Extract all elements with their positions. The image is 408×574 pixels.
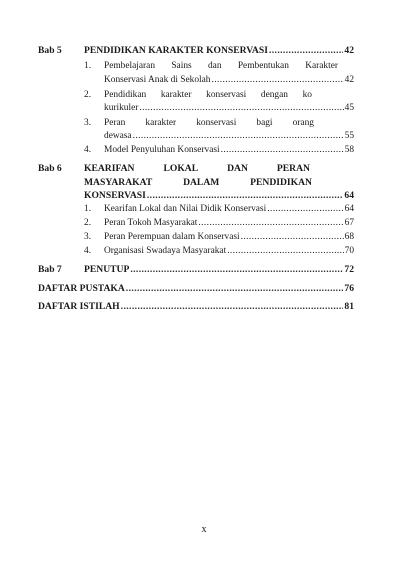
toc-entry[interactable]: [104, 203, 354, 215]
leader-dots: [269, 45, 343, 57]
toc-entry[interactable]: [104, 130, 354, 142]
chapter-title: KONSERVASI: [84, 190, 146, 201]
leader-dots: [139, 102, 343, 114]
word: PENDIDIKAN: [250, 177, 312, 188]
toc-entry[interactable]: [104, 74, 354, 86]
entry-title: Model Penyuluhan Konservasi: [104, 145, 220, 155]
leader-dots: [221, 144, 344, 156]
toc-entry[interactable]: [104, 144, 354, 156]
word: orang: [292, 118, 314, 128]
entry-title: Peran Perempuan dalam Konservasi: [104, 232, 240, 242]
word: dengan: [260, 90, 288, 100]
leader-dots: [198, 217, 343, 229]
page-ref: 67: [344, 218, 354, 228]
toc-entry-line1[interactable]: [104, 89, 312, 101]
item-number: 2.: [84, 90, 92, 100]
item-number: 3.: [84, 232, 92, 242]
toc-entry[interactable]: [104, 245, 354, 257]
page-ref: 72: [344, 264, 354, 275]
word: Karakter: [305, 61, 338, 71]
page-ref: 76: [344, 283, 354, 294]
leader-dots: [133, 130, 344, 142]
leader-dots: [212, 74, 344, 86]
item-number: 1.: [84, 204, 92, 214]
leader-dots: [121, 301, 344, 313]
toc-entry-daftar-pustaka[interactable]: [38, 283, 354, 295]
word: Pendidikan: [104, 90, 147, 100]
toc-entry-bab7[interactable]: [84, 264, 354, 276]
toc-entry-daftar-istilah[interactable]: [38, 301, 354, 313]
word: DAN: [227, 163, 248, 174]
page-ref: 64: [344, 204, 354, 214]
word: DALAM: [183, 177, 220, 188]
word: bagi: [256, 118, 273, 128]
leader-dots: [130, 264, 343, 276]
toc-entry-line1[interactable]: [104, 60, 338, 72]
leader-dots: [267, 203, 343, 215]
chapter-label-bab7: Bab 7: [38, 264, 62, 275]
chapter-title: PENUTUP: [84, 264, 130, 275]
chapter-title: PENDIDIKAN KARAKTER KONSERVASI: [84, 45, 268, 56]
section-title: DAFTAR PUSTAKA: [38, 283, 125, 294]
entry-title: Kearifan Lokal dan Nilai Didik Konservasi: [104, 204, 267, 214]
leader-dots: [126, 283, 344, 295]
page-ref: 55: [344, 131, 354, 141]
page-ref: 42: [344, 45, 354, 56]
toc-entry-bab6[interactable]: [84, 190, 354, 202]
page-ref: 68: [344, 232, 354, 242]
chapter-title-line2[interactable]: [84, 177, 312, 189]
toc-entry[interactable]: [104, 217, 354, 229]
entry-title: Organisasi Swadaya Masyarakat: [104, 246, 227, 256]
page-ref: 45: [344, 103, 354, 113]
word: LOKAL: [163, 163, 199, 174]
word: KEARIFAN: [84, 163, 135, 174]
toc-entry-line1[interactable]: [104, 117, 314, 129]
word: ko: [302, 90, 312, 100]
word: MASYARAKAT: [84, 177, 153, 188]
section-title: DAFTAR ISTILAH: [38, 301, 120, 312]
word: PERAN: [276, 163, 310, 174]
leader-dots: [227, 245, 343, 257]
item-number: 4.: [84, 246, 92, 256]
page-ref: 81: [344, 301, 354, 312]
word: Pembelajaran: [104, 61, 156, 71]
item-number: 4.: [84, 145, 92, 155]
chapter-label-bab5: Bab 5: [38, 45, 62, 56]
entry-title: dewasa: [104, 131, 132, 141]
chapter-label-bab6: Bab 6: [38, 163, 62, 174]
toc-entry[interactable]: [104, 102, 354, 114]
word: Sains: [171, 61, 192, 71]
word: Peran: [104, 118, 126, 128]
page-ref: 70: [344, 246, 354, 256]
item-number: 1.: [84, 61, 92, 71]
item-number: 3.: [84, 118, 92, 128]
toc-entry-bab5[interactable]: [84, 45, 354, 57]
word: konservasi: [206, 90, 247, 100]
entry-title: kurikuler: [104, 103, 139, 113]
chapter-title-line1[interactable]: [84, 163, 310, 175]
toc-entry[interactable]: [104, 231, 354, 243]
word: konservasi: [196, 118, 237, 128]
page-ref: 42: [344, 75, 354, 85]
page-number: x: [201, 524, 207, 535]
page-ref: 58: [344, 145, 354, 155]
item-number: 2.: [84, 218, 92, 228]
entry-title: Konservasi Anak di Sekolah: [104, 75, 211, 85]
word: karakter: [160, 90, 192, 100]
word: Pembentukan: [237, 61, 289, 71]
leader-dots: [241, 231, 344, 243]
leader-dots: [147, 190, 344, 202]
word: karakter: [145, 118, 177, 128]
word: dan: [207, 61, 222, 71]
page-ref: 64: [344, 190, 354, 201]
entry-title: Peran Tokoh Masyarakat: [104, 218, 198, 228]
